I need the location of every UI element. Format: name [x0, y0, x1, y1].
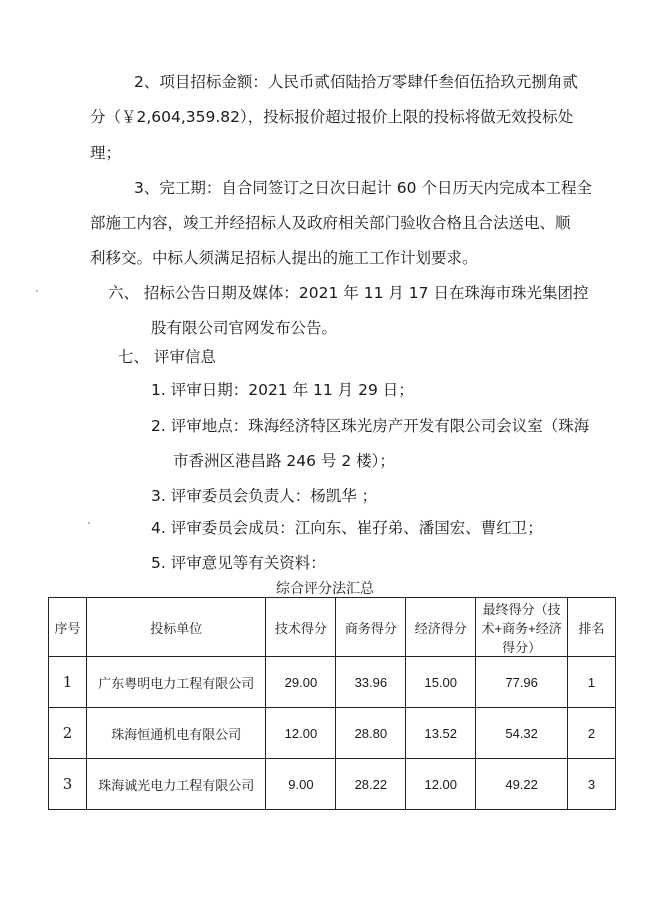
para-completion-line1: 3、完工期：自合同签订之日次日起计 60 个日历天内完成本工程全	[134, 179, 592, 197]
cell-tech-score: 9.00	[266, 759, 336, 810]
review-members: 4. 评审委员会成员：江向东、崔孖弟、潘国宏、曹红卫；	[151, 519, 543, 537]
header-business-score: 商务得分	[336, 598, 406, 657]
scan-speck	[88, 522, 90, 524]
review-location-line2: 市香洲区港昌路 246 号 2 楼）；	[173, 452, 395, 470]
cell-rank: 1	[568, 657, 616, 708]
table-row	[49, 708, 616, 759]
review-date: 1. 评审日期：2021 年 11 月 29 日；	[151, 381, 414, 399]
table-row	[49, 657, 616, 708]
cell-bidder: 珠海诚光电力工程有限公司	[86, 759, 266, 810]
score-summary-table	[48, 597, 616, 810]
header-economic-score: 经济得分	[406, 598, 476, 657]
header-seq: 序号	[49, 598, 87, 657]
header-bidder: 投标单位	[86, 598, 266, 657]
cell-final-score: 49.22	[476, 759, 568, 810]
cell-tech-score: 29.00	[266, 657, 336, 708]
cell-seq: 3	[49, 759, 87, 810]
cell-economic-score: 13.52	[406, 708, 476, 759]
para-completion-line3: 利移交。中标人须满足招标人提出的施工工作计划要求。	[90, 249, 478, 267]
section-6-line1: 六、 招标公告日期及媒体：2021 年 11 月 17 日在珠海市珠光集团控	[108, 284, 589, 302]
cell-rank: 3	[568, 759, 616, 810]
cell-rank: 2	[568, 708, 616, 759]
cell-seq: 2	[49, 708, 87, 759]
header-rank: 排名	[568, 598, 616, 657]
review-chair: 3. 评审委员会负责人：杨凯华 ；	[151, 487, 378, 505]
para-bid-amount-line1: 2、项目招标金额：人民币贰佰陆拾万零肆仟叁佰伍拾玖元捌角贰	[134, 73, 578, 91]
section-7-heading: 七、 评审信息	[118, 348, 216, 366]
cell-bidder: 广东粤明电力工程有限公司	[86, 657, 266, 708]
para-bid-amount-line2: 分（￥2,604,359.82），投标报价超过报价上限的投标将做无效投标处	[90, 108, 574, 126]
cell-business-score: 28.22	[336, 759, 406, 810]
cell-business-score: 28.80	[336, 708, 406, 759]
cell-business-score: 33.96	[336, 657, 406, 708]
para-bid-amount-line3: 理；	[90, 144, 122, 162]
section-6-line2: 股有限公司官网发布公告。	[151, 319, 338, 337]
review-location-line1: 2. 评审地点：珠海经济特区珠光房产开发有限公司会议室（珠海	[151, 417, 590, 435]
cell-final-score: 77.96	[476, 657, 568, 708]
header-final-score: 最终得分（技术+商务+经济得分）	[476, 598, 568, 657]
cell-tech-score: 12.00	[266, 708, 336, 759]
cell-economic-score: 12.00	[406, 759, 476, 810]
header-tech-score: 技术得分	[266, 598, 336, 657]
cell-final-score: 54.32	[476, 708, 568, 759]
table-caption: 综合评分法汇总	[276, 581, 374, 597]
table-header-row	[49, 598, 616, 657]
table-row	[49, 759, 616, 810]
review-materials: 5. 评审意见等有关资料：	[151, 554, 326, 572]
scan-speck	[36, 290, 38, 292]
cell-seq: 1	[49, 657, 87, 708]
para-completion-line2: 部施工内容，竣工并经招标人及政府相关部门验收合格且合法送电、顺	[90, 214, 571, 232]
cell-economic-score: 15.00	[406, 657, 476, 708]
cell-bidder: 珠海恒通机电有限公司	[86, 708, 266, 759]
